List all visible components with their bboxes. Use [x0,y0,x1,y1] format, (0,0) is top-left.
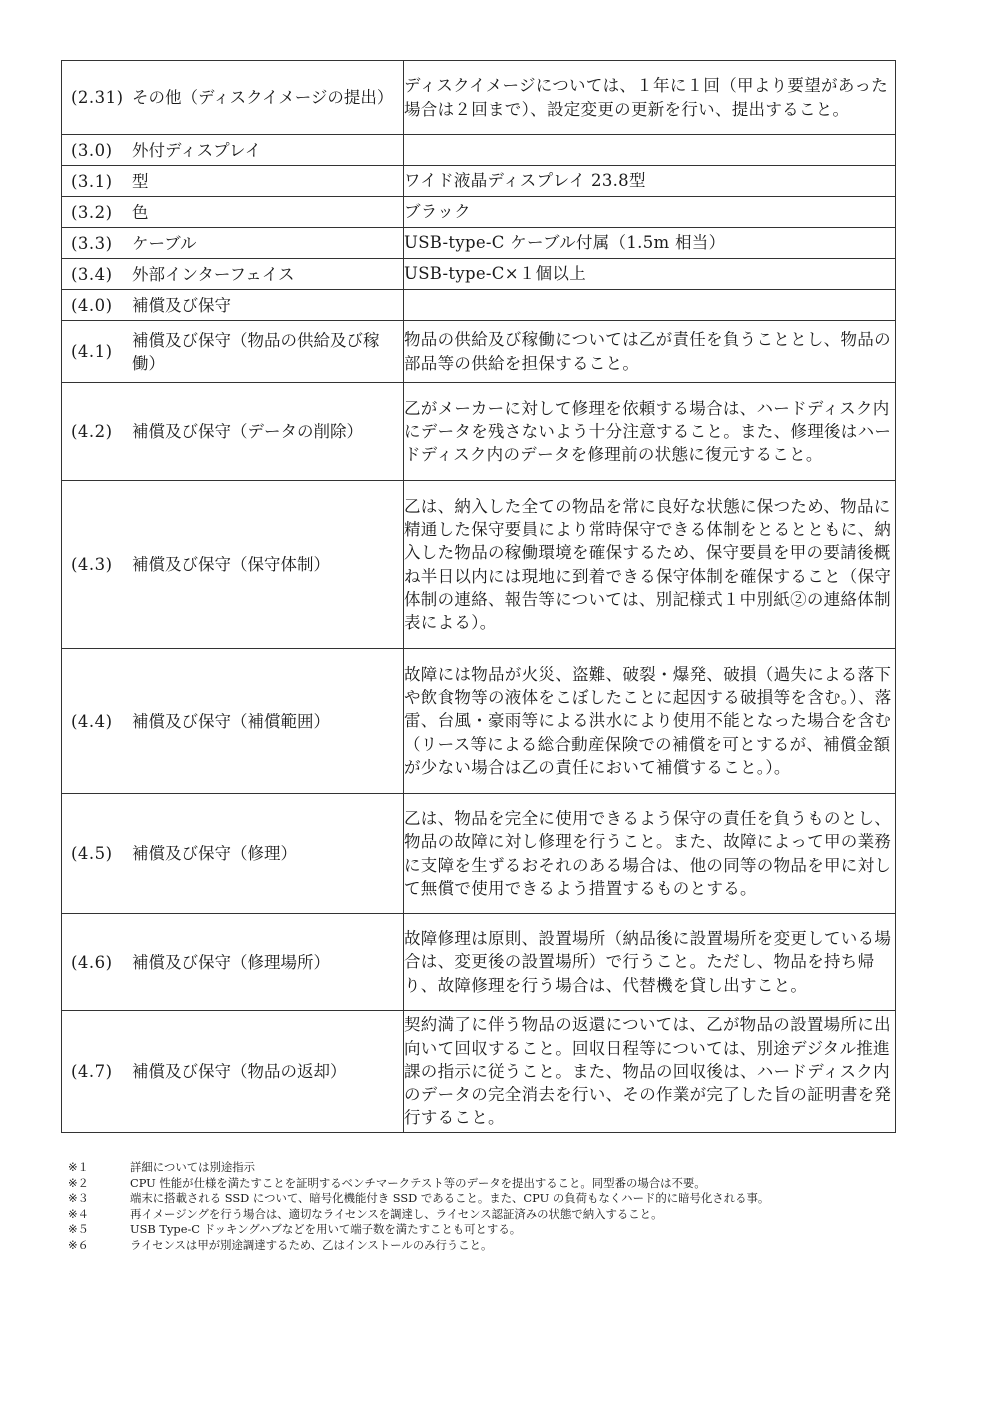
item-description: 故障には物品が火災、盗難、破裂・爆発、破損（過失による落下や飲食物等の液体をこぼしたことに起因する破損等を含む。）、落雷、台風・豪雨等による洪水により使用不能となった場合を含む（リース等による総合動産保険での補償を可とするが、補償金額が少ない場合は乙の責任において補償すること。）。 [404,649,896,794]
table-row [62,259,896,290]
footnote [68,1160,948,1176]
item-number: (4.3) [71,555,113,574]
table-row [62,228,896,259]
item-name: 型 [132,171,149,191]
item-description: 物品の供給及び稼働については乙が責任を負うこととし、物品の部品等の供給を担保すること。 [404,321,896,383]
item-number: (3.2) [71,202,113,222]
item-name: 補償及び保守（保守体制） [132,555,330,574]
footnote [68,1207,948,1223]
item-description: ワイド液晶ディスプレイ 23.8型 [404,166,896,197]
footnote [68,1222,948,1238]
item-name: ケーブル [132,233,197,253]
footnote-text: USB Type-C ドッキングハブなどを用いて端子数を満たすことも可とする。 [130,1222,522,1237]
table-row [62,794,896,914]
footnotes [68,1160,948,1254]
footnote-text: ライセンスは甲が別途調達するため、乙はインストールのみ行うこと。 [130,1237,493,1252]
item-cell [62,290,404,321]
item-name: 外部インターフェイス [132,264,295,284]
item-number: (4.2) [71,422,113,441]
item-name: 補償及び保守 [132,295,231,315]
item-number: (3.3) [71,233,113,253]
footnote-mark: ※１ [68,1160,89,1174]
table-row [62,197,896,228]
item-cell [62,61,404,135]
footnote-text: CPU 性能が仕様を満たすことを証明するベンチマークテスト等のデータを提出すること。同型番の場合は不要。 [130,1175,706,1190]
item-number: (3.0) [71,140,113,160]
footnote-mark: ※３ [68,1191,89,1206]
table-row [62,1011,896,1133]
table-row [62,649,896,794]
footnote-mark: ※４ [68,1206,89,1221]
footnote-text: 再イメージングを行う場合は、適切なライセンスを調達し、ライセンス認証済みの状態で納入すること。 [130,1206,663,1221]
item-number: (3.4) [71,264,113,284]
item-cell [62,321,404,383]
item-number: (4.0) [71,295,113,315]
footnote [68,1191,948,1207]
table-row [62,383,896,481]
item-name: 補償及び保守（修理場所） [132,952,330,972]
footnote-mark: ※２ [68,1175,89,1190]
item-cell [62,197,404,228]
item-description: ディスクイメージについては、１年に１回（甲より要望があった場合は２回まで）、設定変更の更新を行い、提出すること。 [404,61,896,135]
item-cell [62,383,404,481]
footnote-text: 詳細については別途指示 [130,1160,256,1174]
table-row [62,321,896,383]
item-name: 補償及び保守（補償範囲） [132,711,330,731]
item-description: USB-type-C ケーブル付属（1.5m 相当） [404,228,896,259]
footnote [68,1238,948,1254]
table-row [62,166,896,197]
item-description: 乙は、納入した全ての物品を常に良好な状態に保つため、物品に精通した保守要員により常時保守できる体制をとるとともに、納入した物品の稼働環境を確保するため、保守要員を甲の要請後概ね半日以内には現地に到着できる保守体制を確保すること（保守体制の連絡、報告等については、別記様式１中別紙②の連絡体制表による）。 [404,481,896,649]
item-number: (4.1) [71,342,113,361]
item-number: (4.6) [71,952,113,972]
item-description [404,290,896,321]
item-description: 契約満了に伴う物品の返還については、乙が物品の設置場所に出向いて回収すること。回収日程等については、別途デジタル推進課の指示に従うこと。また、物品の回収後は、ハードディスク内のデータの完全消去を行い、その作業が完了した旨の証明書を発行すること。 [404,1011,896,1133]
item-number: (2.31) [71,88,124,107]
item-cell [62,259,404,290]
footnote-mark: ※５ [68,1222,89,1237]
item-name: 色 [132,202,149,222]
item-description: ブラック [404,197,896,228]
item-cell [62,1011,404,1133]
item-description: 故障修理は原則、設置場所（納品後に設置場所を変更している場合は、変更後の設置場所）で行うこと。ただし、物品を持ち帰り、故障修理を行う場合は、代替機を貸し出すこと。 [404,914,896,1011]
item-name: 補償及び保守（物品の供給及び稼働） [132,330,380,373]
item-cell [62,228,404,259]
item-cell [62,794,404,914]
item-cell [62,649,404,794]
table-row [62,290,896,321]
item-description: 乙は、物品を完全に使用できるよう保守の責任を負うものとし、物品の故障に対し修理を行うこと。また、故障によって甲の業務に支障を生ずるおそれのある場合は、他の同等の物品を甲に対して無償で使用できるよう措置するものとする。 [404,794,896,914]
footnote-text: 端末に搭載される SSD について、暗号化機能付き SSD であること。また、CPU の負荷もなくハード的に暗号化される事。 [130,1191,770,1206]
item-number: (3.1) [71,171,113,191]
item-cell [62,166,404,197]
item-name: 外付ディスプレイ [132,140,262,160]
item-number: (4.7) [71,1062,113,1081]
item-number: (4.4) [71,711,113,731]
item-description: 乙がメーカーに対して修理を依頼する場合は、ハードディスク内にデータを残さないよう十分注意すること。また、修理後はハードディスク内のデータを修理前の状態に復元すること。 [404,383,896,481]
item-cell [62,135,404,166]
item-description: USB-type-C×１個以上 [404,259,896,290]
table-row [62,481,896,649]
table-row [62,914,896,1011]
item-description [404,135,896,166]
item-number: (4.5) [71,844,113,863]
item-name: 補償及び保守（修理） [132,844,297,863]
item-name: 補償及び保守（データの削除） [132,422,363,441]
footnote [68,1176,948,1192]
table-row [62,135,896,166]
footnote-mark: ※６ [68,1237,89,1252]
item-name: その他（ディスクイメージの提出） [132,88,394,107]
specification-table [61,60,896,1133]
item-cell [62,481,404,649]
table-row [62,61,896,135]
item-name: 補償及び保守（物品の返却） [132,1062,347,1081]
item-cell [62,914,404,1011]
